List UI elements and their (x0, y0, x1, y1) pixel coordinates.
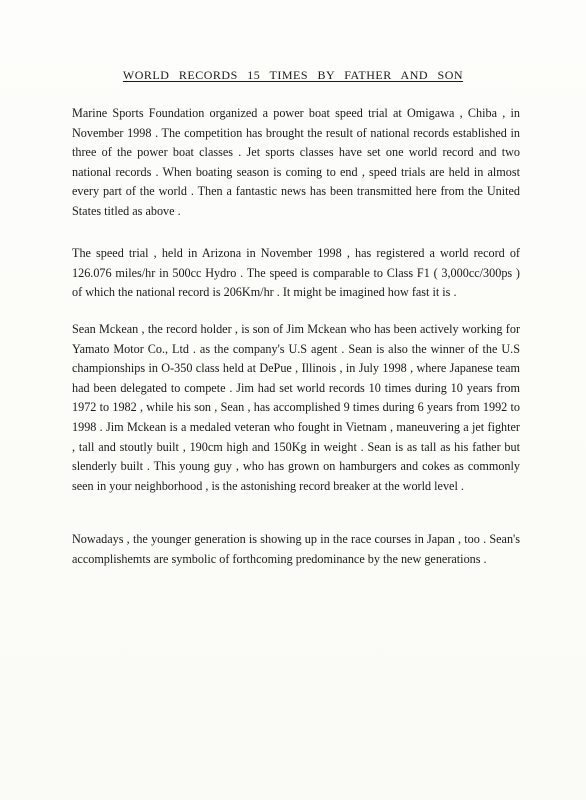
paragraph-1: Marine Sports Foundation organized a power boat speed trial at Omigawa , Chiba , in November 1998 . The competition has brought the result of national records established in three of the power boat classes . Jet sports classes have set one world record and two national records . When boating season is coming to end , speed trials are held in almost every part of the world . Then a fantastic news has been transmitted here from the United States titled as above . (72, 106, 520, 218)
paragraph-3: Sean Mckean , the record holder , is son of Jim Mckean who has been actively working for Yamato Motor Co., Ltd . as the company's U.S agent . Sean is also the winner of the U.S championships in O-350 class held at DePue , Illinois , in July 1998 , where Japanese team had been delegated to compete . Jim had set world records 10 times during 10 years from 1972 to 1982 , while his son , Sean , has accomplished 9 times during 6 years from 1992 to 1998 . Jim Mckean is a medaled veteran who fought in Vietnam , maneuvering a jet fighter , tall and stoutly built , 190cm high and 150Kg in weight . Sean is as tall as his father but slenderly built . This young guy , who has grown on hamburgers and cokes as commonly seen in your neighborhood , is the astonishing record breaker at the world level . (72, 322, 520, 493)
paragraph-2: The speed trial , held in Arizona in November 1998 , has registered a world record of 126.076 miles/hr in 500cc Hydro . The speed is comparable to Class F1 ( 3,000cc/300ps ) of which the national record is 206Km/hr . It might be imagined how fast it is . (72, 246, 520, 300)
document-title: WORLD RECORDS 15 TIMES BY FATHER AND SON (122, 68, 464, 82)
paragraph-4: Nowadays , the younger generation is showing up in the race courses in Japan , too . Sean's accomplishemts are symbolic of forthcoming predominance by the new generations . (72, 532, 520, 566)
